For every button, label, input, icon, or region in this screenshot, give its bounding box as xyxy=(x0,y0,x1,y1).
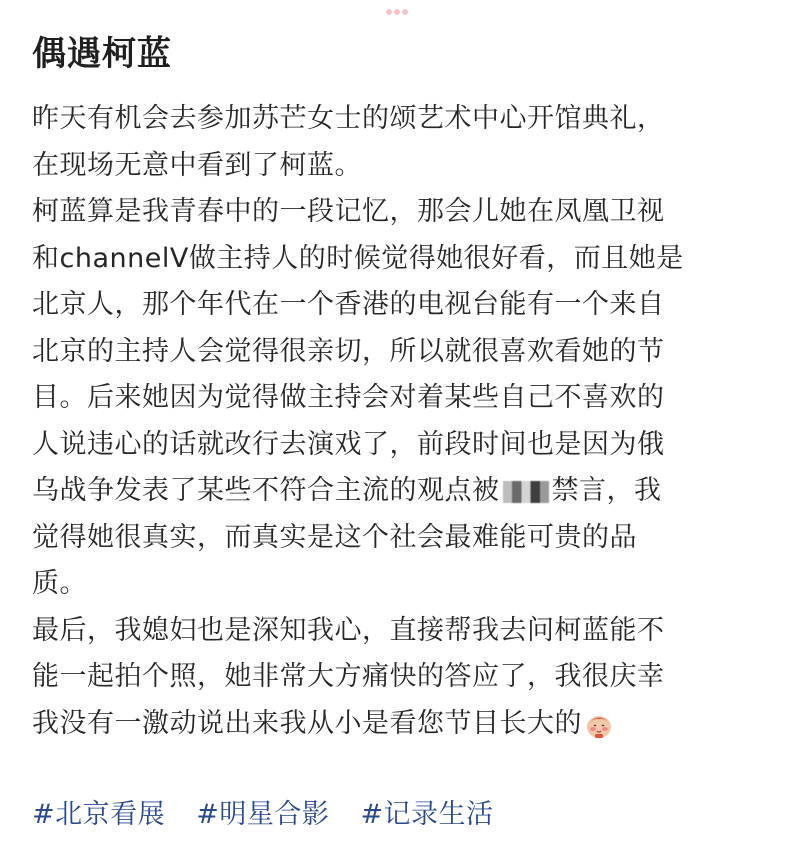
page-indicator-dot xyxy=(386,9,392,15)
body-line-part: 禁言，我 xyxy=(551,475,662,506)
page-indicator-dot xyxy=(402,9,408,15)
hashtag-link[interactable]: #北京看展 xyxy=(32,799,166,830)
body-line: 柯蓝算是我青春中的一段记忆，那会儿她在凤凰卫视 xyxy=(32,196,665,227)
body-line: 北京的主持人会觉得很亲切，所以就很喜欢看她的节 xyxy=(32,335,665,367)
body-line: 和channelV做主持人的时候觉得她很好看，而且她是 xyxy=(32,242,684,274)
post-title: 偶遇柯蓝 xyxy=(32,34,172,74)
body-line: 在现场无意中看到了柯蓝。 xyxy=(32,149,362,181)
body-line: 最后，我媳妇也是深知我心，直接帮我去问柯蓝能不 xyxy=(32,614,665,646)
body-line-part: 乌战争发表了某些不符合主流的观点被 xyxy=(32,475,500,506)
body-line: 能一起拍个照，她非常大方痛快的答应了，我很庆幸 xyxy=(32,661,665,692)
blushing-face-emoji-icon xyxy=(584,709,614,739)
body-line: 质。 xyxy=(32,568,87,599)
page-indicator-dot xyxy=(394,9,400,15)
body-line-part: 我没有一激动说出来我从小是看您节目长大的 xyxy=(32,707,582,739)
hashtag-link[interactable]: #记录生活 xyxy=(360,799,494,830)
body-line: 人说违心的话就改行去演戏了，前段时间也是因为俄 xyxy=(32,428,665,460)
body-line: 觉得她很真实，而真实是这个社会最难能可贵的品 xyxy=(32,521,637,553)
hashtag-list xyxy=(32,792,520,831)
body-line: 北京人，那个年代在一个香港的电视台能有一个来自 xyxy=(32,289,665,320)
body-line: 目。后来她因为觉得做主持会对着某些自己不喜欢的 xyxy=(32,382,665,413)
hashtag-link[interactable]: #明星合影 xyxy=(196,799,330,830)
body-line xyxy=(32,701,776,748)
body-line xyxy=(32,468,776,515)
page-indicator xyxy=(386,0,412,6)
post-body xyxy=(32,96,776,747)
censored-mosaic xyxy=(503,481,549,503)
body-line: 昨天有机会去参加苏芒女士的颂艺术中心开馆典礼， xyxy=(32,103,665,134)
